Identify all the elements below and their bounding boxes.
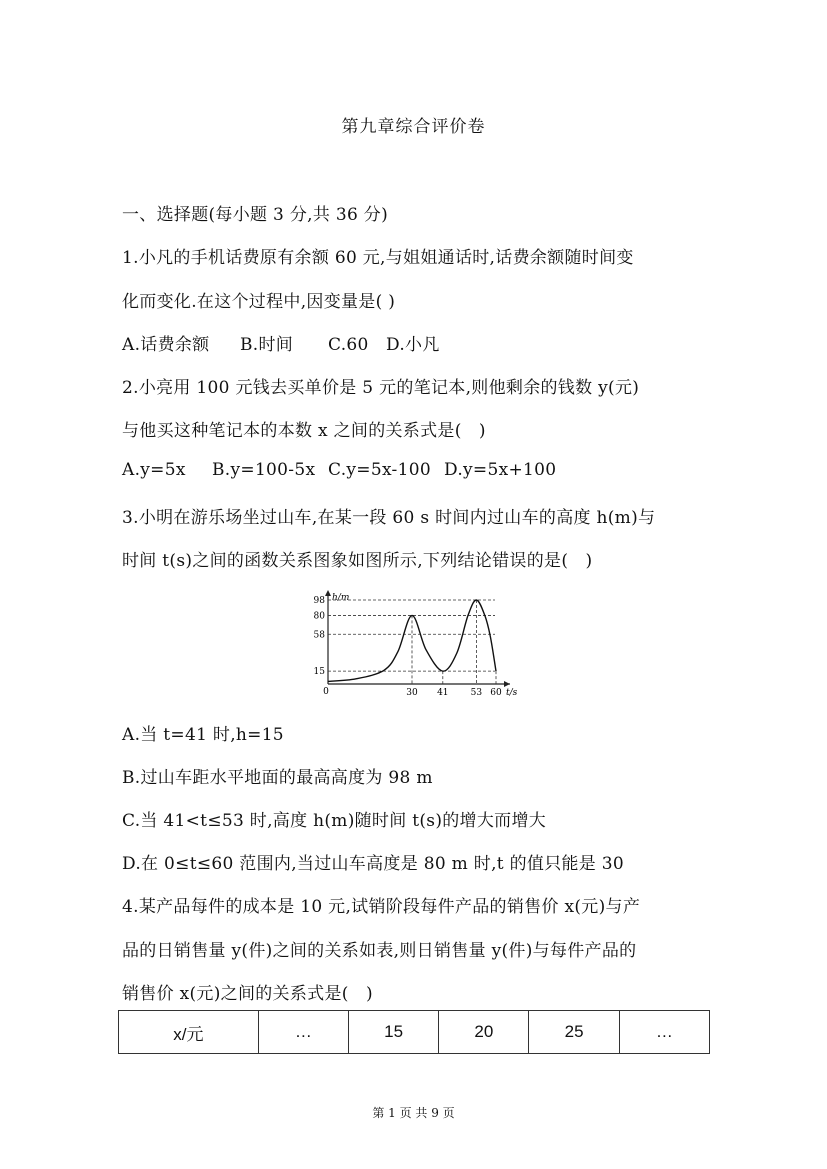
q3-option-b: B.过山车距水平地面的最高高度为 98 m [122, 768, 433, 788]
x-tick-label: 53 [470, 688, 483, 698]
q1-options [122, 330, 440, 355]
q4-line-2: 品的日销售量 y(件)之间的关系如表,则日销售量 y(件)与每件产品的 [122, 941, 637, 961]
q2-line-2: 与他买这种笔记本的本数 x 之间的关系式是( ) [122, 421, 486, 441]
roller-coaster-chart [300, 588, 520, 700]
q4-line-1: 4.某产品每件的成本是 10 元,试销阶段每件产品的销售价 x(元)与产 [122, 897, 641, 917]
price-sales-table [118, 1010, 710, 1054]
table-cell: … [619, 1011, 709, 1054]
q3-line-2: 时间 t(s)之间的函数关系图象如图所示,下列结论错误的是( ) [122, 551, 593, 571]
table-cell: 15 [348, 1011, 438, 1054]
y-axis-label: h/m [332, 593, 350, 603]
q3-option-a: A.当 t=41 时,h=15 [122, 725, 284, 745]
section-heading: 一、选择题(每小题 3 分,共 36 分) [122, 205, 389, 225]
x-tick-label: 60 [490, 688, 502, 698]
q4-line-3: 销售价 x(元)之间的关系式是( ) [122, 984, 373, 1004]
page-title: 第九章综合评价卷 [341, 117, 486, 137]
q3-line-1: 3.小明在游乐场坐过山车,在某一段 60 s 时间内过山车的高度 h(m)与 [122, 508, 656, 528]
q2-option-c: C.y=5x-100 [328, 460, 431, 480]
q2-option-d: D.y=5x+100 [444, 460, 557, 480]
q1-option-c: C.60 [328, 335, 369, 355]
q1-option-b: B.时间 [240, 335, 294, 355]
origin-label: 0 [323, 687, 329, 697]
q3-option-d: D.在 0≤t≤60 范围内,当过山车高度是 80 m 时,t 的值只能是 30 [122, 854, 625, 874]
q1-line-1: 1.小凡的手机话费原有余额 60 元,与姐姐通话时,话费余额随时间变 [122, 248, 634, 268]
table-cell: x/元 [119, 1011, 259, 1054]
q1-option-d: D.小凡 [386, 335, 440, 355]
x-tick-label: 41 [437, 688, 449, 698]
q2-option-a: A.y=5x [122, 460, 186, 480]
y-axis-arrow [325, 590, 331, 596]
chart-svg [300, 588, 520, 700]
y-tick-label: 98 [313, 596, 325, 606]
q1-option-a: A.话费余额 [122, 335, 210, 355]
table-cell: 25 [529, 1011, 619, 1054]
table-row [119, 1011, 710, 1054]
table-cell: … [258, 1011, 348, 1054]
y-tick-label: 80 [313, 611, 325, 622]
page-footer: 第 1 页 共 9 页 [372, 1106, 455, 1120]
x-axis-label: t/s [506, 688, 518, 698]
q2-option-b: B.y=100-5x [212, 460, 316, 480]
table-cell: 20 [439, 1011, 529, 1054]
q2-options [122, 460, 556, 480]
q1-line-2: 化而变化.在这个过程中,因变量是( ) [122, 292, 396, 312]
x-axis-arrow [504, 681, 510, 687]
q3-option-c: C.当 41<t≤53 时,高度 h(m)随时间 t(s)的增大而增大 [122, 811, 547, 831]
q2-line-1: 2.小亮用 100 元钱去买单价是 5 元的笔记本,则他剩余的钱数 y(元) [122, 378, 640, 398]
x-tick-label: 30 [406, 688, 418, 698]
y-tick-label: 15 [313, 667, 325, 678]
y-tick-label: 58 [313, 630, 325, 641]
